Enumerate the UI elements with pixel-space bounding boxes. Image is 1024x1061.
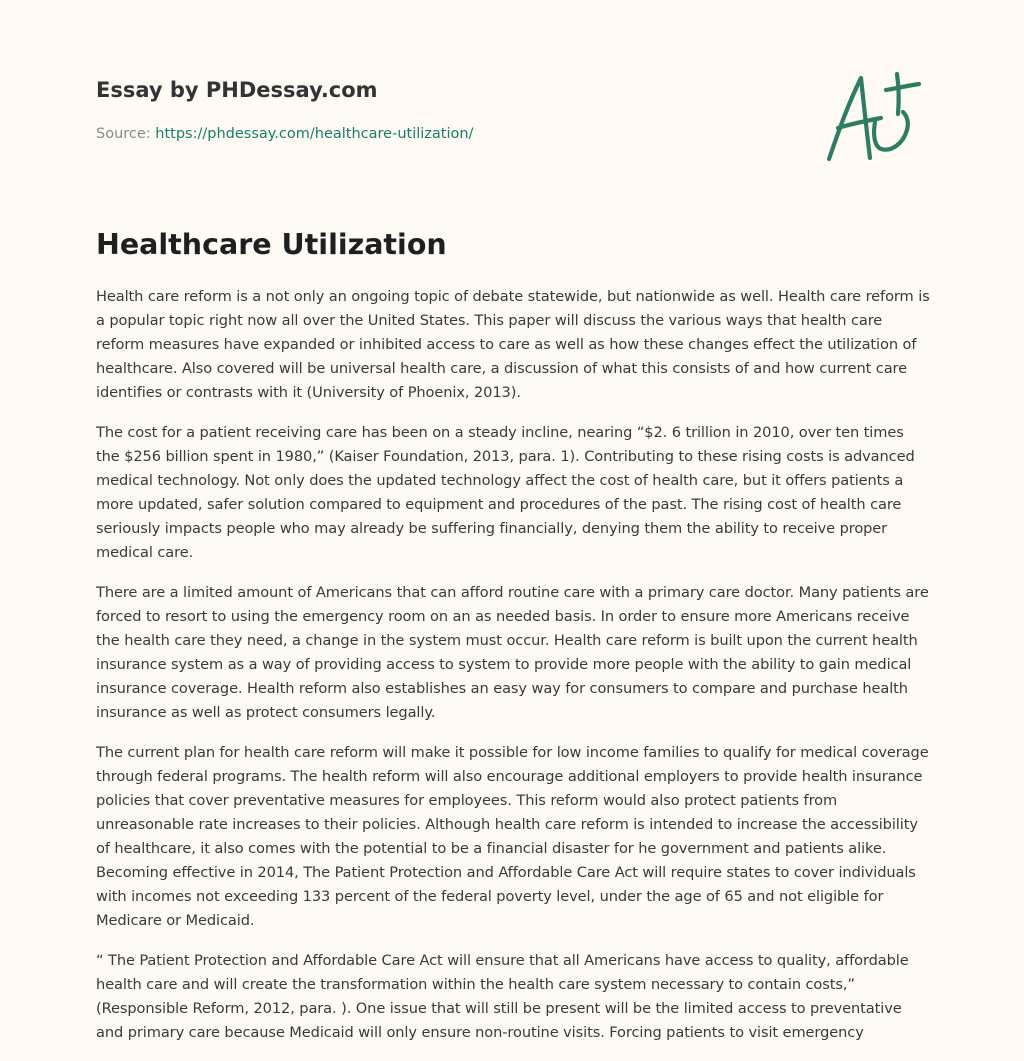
essay-paragraph: “ The Patient Protection and Affordable Care Act will ensure that all Americans have access to quality, affordable health care and will create the transformation within the health care system necessary to contain costs,” (Responsible Reform, 2012, para. ). One issue that will still be present will be the limited access to preventative and primary care because Medicaid will only ensure non-routine visits. Forcing patients to visit emergency: [96, 952, 909, 1041]
essay-body: [96, 285, 931, 1061]
site-title: Essay by PHDessay.com: [96, 78, 378, 102]
source-line: [96, 124, 473, 144]
essay-paragraph: The cost for a patient receiving care has been on a steady incline, nearing “$2. 6 trillion in 2010, over ten times the $256 billion spent in 1980,” (Kaiser Foundation, 2013, para. 1). Contributing to these rising costs is advanced medical technology. Not only does the updated technology affect the cost of health care, but it offers patients a more updated, safer solution compared to equipment and procedures of the past. The rising cost of health care seriously impacts people who may already be suffering financially, denying them the ability to receive proper medical care.: [96, 424, 915, 561]
essay-paragraph: There are a limited amount of Americans that can afford routine care with a primary care doctor. Many patients are forced to resort to using the emergency room on an as needed basis. In order to ensure more Americans receive the health care they need, a change in the system must occur. Health care reform is built upon the current health insurance system as a way of providing access to system to provide more people with the ability to gain medical insurance coverage. Health reform also establishes an easy way for consumers to compare and purchase health insurance as well as protect consumers legally.: [96, 584, 929, 721]
source-label: Source:: [96, 126, 156, 142]
essay-title: Healthcare Utilization: [96, 228, 447, 261]
essay-paragraph: The current plan for health care reform will make it possible for low income families to qualify for medical coverage through federal programs. The health reform will also encourage additional employers to provide health insurance policies that cover preventative measures for employees. This reform would also protect patients from unreasonable rate increases to their policies. Although health care reform is intended to increase the accessibility of healthcare, it also comes with the potential to be a financial disaster for he government and patients alike. Becoming effective in 2014, The Patient Protection and Affordable Care Act will require states to cover individuals with incomes not exceeding 133 percent of the federal poverty level, under the age of 65 and not eligible for Medicare or Medicaid.: [96, 744, 929, 929]
essay-paragraph: Health care reform is a not only an ongoing topic of debate statewide, but nationwide as well. Health care reform is a popular topic right now all over the United States. This paper will discuss the various ways that health care reform measures have expanded or inhibited access to care as well as how these changes effect the utilization of healthcare. Also covered will be universal health care, a discussion of what this consists of and how current care identifies or contrasts with it (University of Phoenix, 2013).: [96, 288, 930, 401]
source-link[interactable]: https://phdessay.com/healthcare-utilization/: [155, 126, 474, 142]
a-plus-logo-icon: [823, 66, 927, 166]
